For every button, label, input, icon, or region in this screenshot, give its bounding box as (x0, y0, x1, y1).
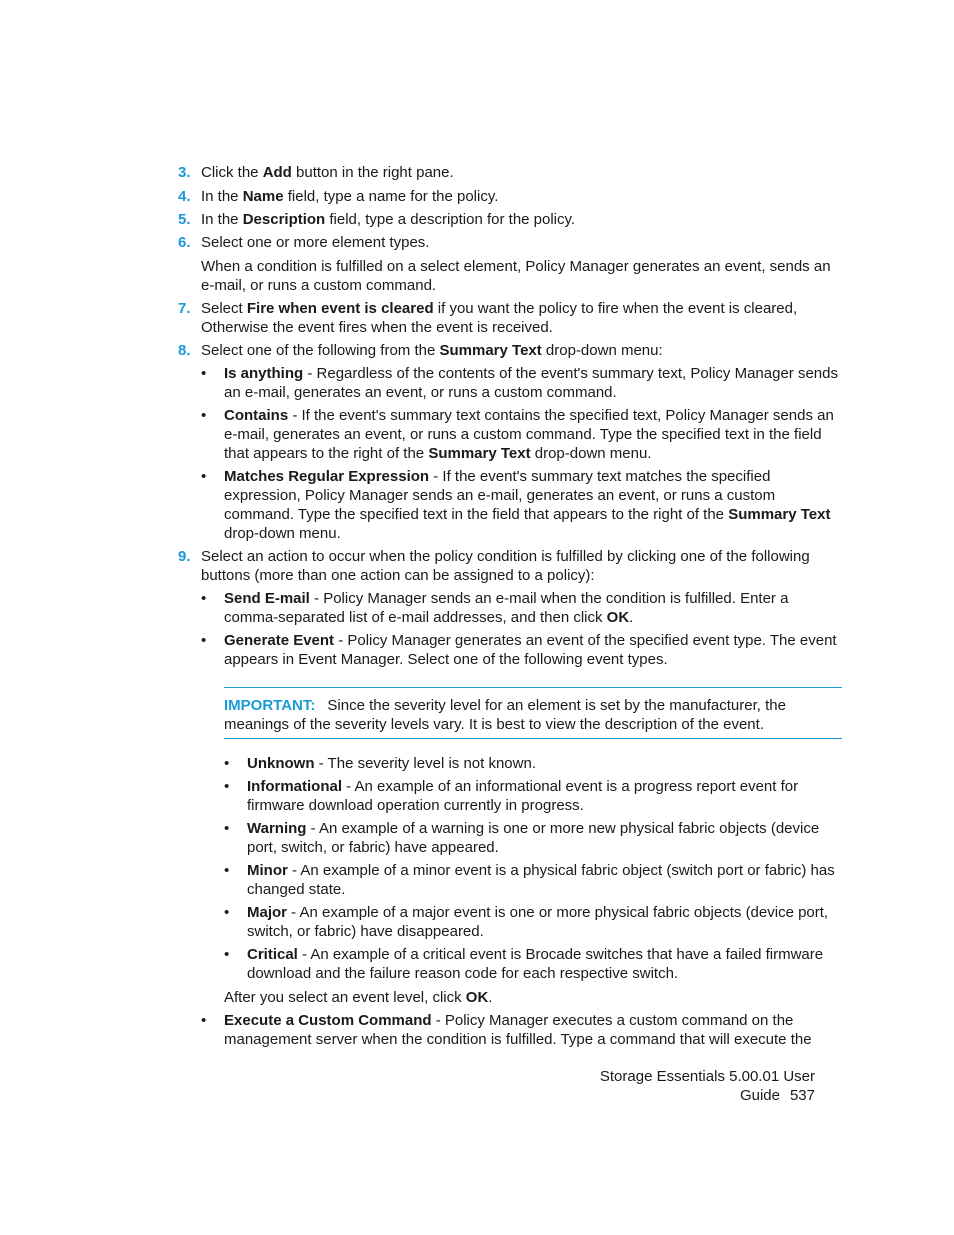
step-text: Select (201, 300, 247, 317)
page-footer (540, 1067, 815, 1105)
step-number: 5. (178, 211, 191, 228)
ui-term: Summary Text (728, 506, 831, 523)
step-number: 6. (178, 234, 191, 251)
severity-name: Warning (247, 820, 307, 837)
option-name: Contains (224, 407, 289, 424)
step-9 (178, 547, 843, 585)
bullet: • (201, 590, 207, 607)
step-number: 4. (178, 188, 191, 205)
severity-desc: - An example of a warning is one or more new physical fabric objects (device port, switch, or fabric) have appeared. (247, 820, 820, 856)
footer-title: Storage Essentials 5.00.01 User Guide (599, 1068, 815, 1104)
ui-term: Name (242, 188, 284, 205)
after-level-text (224, 988, 843, 1007)
step-7 (178, 299, 843, 337)
action-desc: - Policy Manager sends an e-mail when the condition is fulfilled. Enter a comma-separated list of e-mail addresses, and then click (224, 590, 789, 626)
step-5 (178, 210, 843, 229)
ui-term: OK (465, 989, 489, 1006)
list-item (224, 861, 843, 899)
step-6-note: When a condition is fulfilled on a select element, Policy Manager generates an event, sends an e-mail, or runs a custom command. (201, 258, 831, 294)
list-item (201, 467, 843, 543)
bullet: • (224, 946, 230, 963)
step-number: 3. (178, 164, 191, 181)
bullet: • (224, 755, 230, 772)
step-text: field, type a description for the policy. (325, 211, 576, 228)
step-number: 7. (178, 300, 191, 317)
bullet: • (201, 407, 207, 424)
step-text: In the (201, 188, 243, 205)
bullet: • (224, 778, 230, 795)
list-item (224, 945, 843, 983)
severity-desc: - An example of a major event is one or more physical fabric objects (device port, switch, or fabric) have disappeared. (247, 904, 829, 940)
option-name: Matches Regular Expression (224, 468, 430, 485)
list-item (201, 589, 843, 627)
severity-desc: - An example of an informational event is a progress report event for firmware download operation currently in progress. (247, 778, 799, 814)
step-text: Select one or more element types. (201, 234, 430, 251)
list-item (201, 364, 843, 402)
option-name: Is anything (224, 365, 304, 382)
severity-name: Informational (247, 778, 343, 795)
list-item (201, 631, 843, 669)
ui-term: OK (606, 609, 630, 626)
step-8 (178, 341, 843, 360)
option-desc: drop-down menu. (530, 445, 652, 462)
step-3 (178, 163, 843, 182)
step-text: Click the (201, 164, 263, 181)
ui-term: Description (242, 211, 326, 228)
option-desc: - Regardless of the contents of the event's summary text, Policy Manager sends an e-mail, generates an event, or runs a custom command. (224, 365, 838, 401)
bullet: • (201, 365, 207, 382)
after-level-pre: After you select an event level, click (224, 989, 466, 1006)
action-name: Send E-mail (224, 590, 310, 607)
bullet: • (224, 862, 230, 879)
page-number: 537 (789, 1087, 815, 1104)
action-desc: . (629, 609, 634, 626)
action-desc: - Policy Manager executes a custom command on the management server when the condition is fulfilled. Type a command that will execute the (224, 1012, 812, 1048)
step-text: In the (201, 211, 243, 228)
ui-term: Summary Text (428, 445, 531, 462)
option-desc: - If the event's summary text matches the specified expression, Policy Manager sends an e-mail, generates an event, or runs a custom command. Type the specified text in the field that appears to the right of the (224, 468, 776, 523)
list-item (201, 1011, 843, 1049)
bullet: • (201, 468, 207, 485)
list-item (224, 903, 843, 941)
list-item (224, 777, 843, 815)
ui-term: Fire when event is cleared (246, 300, 434, 317)
option-desc: - If the event's summary text contains the specified text, Policy Manager sends an e-mail, generates an event, or runs a custom command. Type the specified text in the field that appears to the right of the (224, 407, 834, 462)
step-number: 9. (178, 548, 191, 565)
list-item (201, 406, 843, 463)
after-level-post: . (488, 989, 493, 1006)
step-text: field, type a name for the policy. (283, 188, 499, 205)
list-item (224, 754, 843, 773)
ui-term: Add (262, 164, 292, 181)
step-number: 8. (178, 342, 191, 359)
step-text: Select one of the following from the (201, 342, 440, 359)
severity-desc: - An example of a minor event is a physical fabric object (switch port or fabric) has changed state. (247, 862, 835, 898)
action-name: Generate Event (224, 632, 335, 649)
bullet: • (224, 820, 230, 837)
action-name: Execute a Custom Command (224, 1012, 432, 1029)
severity-name: Critical (247, 946, 298, 963)
step-text: button in the right pane. (291, 164, 454, 181)
severity-name: Minor (247, 862, 288, 879)
severity-name: Unknown (247, 755, 315, 772)
ui-term: Summary Text (439, 342, 542, 359)
bullet: • (201, 632, 207, 649)
severity-desc: - The severity level is not known. (314, 755, 536, 772)
severity-name: Major (247, 904, 288, 921)
severity-desc: - An example of a critical event is Brocade switches that have a failed firmware download and the failure reason code for each respective switch. (247, 946, 824, 982)
step-text: drop-down menu: (541, 342, 663, 359)
option-desc: drop-down menu. (224, 525, 341, 542)
important-label: IMPORTANT: (224, 697, 316, 714)
step-6 (178, 233, 843, 252)
step-4 (178, 187, 843, 206)
step-text: if you want the policy to fire when the event is cleared, Otherwise the event fires when the event is received. (201, 300, 798, 336)
important-note (224, 687, 842, 739)
step-text: Select an action to occur when the policy condition is fulfilled by clicking one of the following buttons (more than one action can be assigned to a policy): (201, 548, 810, 584)
important-text: Since the severity level for an element is set by the manufacturer, the meanings of the severity levels vary. It is best to view the description of the event. (224, 697, 786, 733)
bullet: • (201, 1012, 207, 1029)
action-desc: - Policy Manager generates an event of the specified event type. The event appears in Event Manager. Select one of the following event types. (224, 632, 837, 668)
list-item (224, 819, 843, 857)
bullet: • (224, 904, 230, 921)
